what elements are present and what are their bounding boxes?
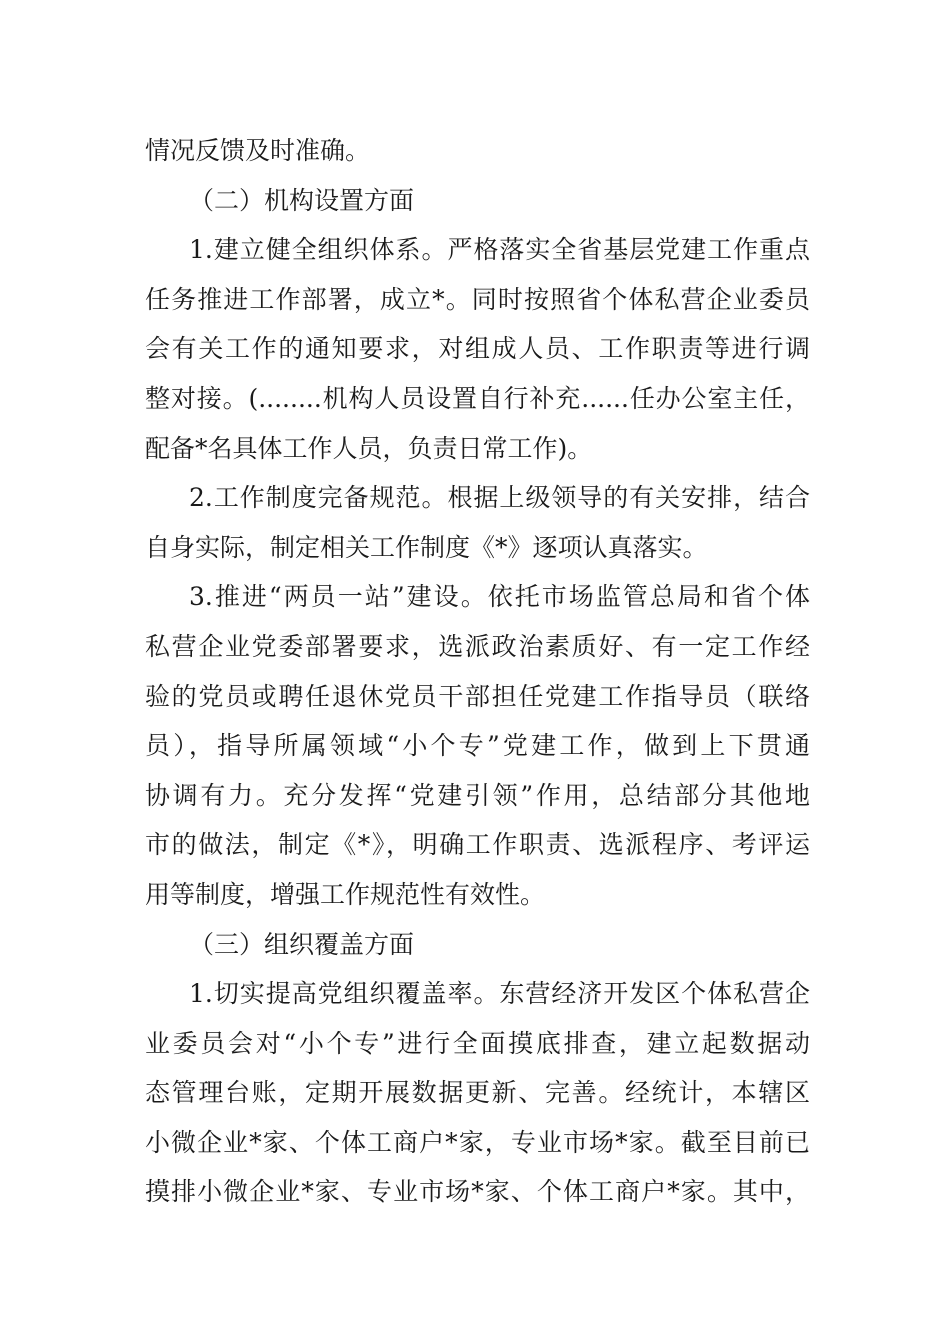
paragraph-first-line: 1.建立健全组织体系。严格落实全省基层党建工作重点 xyxy=(189,235,810,265)
text-line: 业委员会对“小个专”进行全面摸底排查，建立起数据动 xyxy=(145,1028,810,1058)
text-line: 协调有力。充分发挥“党建引领”作用，总结部分其他地 xyxy=(145,780,810,810)
text-line: 配备*名具体工作人员，负责日常工作)。 xyxy=(145,433,593,463)
text-line: 用等制度，增强工作规范性有效性。 xyxy=(145,879,546,909)
paragraph-first-line: 2.工作制度完备规范。根据上级领导的有关安排，结合 xyxy=(189,483,810,513)
text-line: 整对接。(........机构人员设置自行补充......任办公室主任， xyxy=(145,383,810,413)
paragraph-first-line: 1.切实提高党组织覆盖率。东营经济开发区个体私营企 xyxy=(189,979,810,1009)
text-line: 态管理台账，定期开展数据更新、完善。经统计，本辖区 xyxy=(145,1078,810,1108)
text-line: 市的做法，制定《*》，明确工作职责、选派程序、考评运 xyxy=(145,830,810,860)
section-heading: （三）组织覆盖方面 xyxy=(189,929,415,959)
text-line: 自身实际，制定相关工作制度《*》逐项认真落实。 xyxy=(145,532,708,562)
text-line: 任务推进工作部署，成立*。同时按照省个体私营企业委员 xyxy=(145,284,810,314)
text-line: 小微企业*家、个体工商户*家，专业市场*家。截至目前已 xyxy=(145,1127,810,1157)
document-body xyxy=(145,126,810,1217)
text-line: 会有关工作的通知要求，对组成人员、工作职责等进行调 xyxy=(145,334,810,364)
text-line: 员），指导所属领域“小个专”党建工作，做到上下贯通 xyxy=(145,731,810,761)
text-line: 摸排小微企业*家、专业市场*家、个体工商户*家。其中， xyxy=(145,1177,810,1207)
text-line: 私营企业党委部署要求，选派政治素质好、有一定工作经 xyxy=(145,631,810,661)
paragraph-first-line: 3.推进“两员一站”建设。依托市场监管总局和省个体 xyxy=(189,582,810,612)
text-line: 验的党员或聘任退休党员干部担任党建工作指导员（联络 xyxy=(145,681,810,711)
section-heading: （二）机构设置方面 xyxy=(189,185,415,215)
text-line: 情况反馈及时准确。 xyxy=(145,136,371,165)
